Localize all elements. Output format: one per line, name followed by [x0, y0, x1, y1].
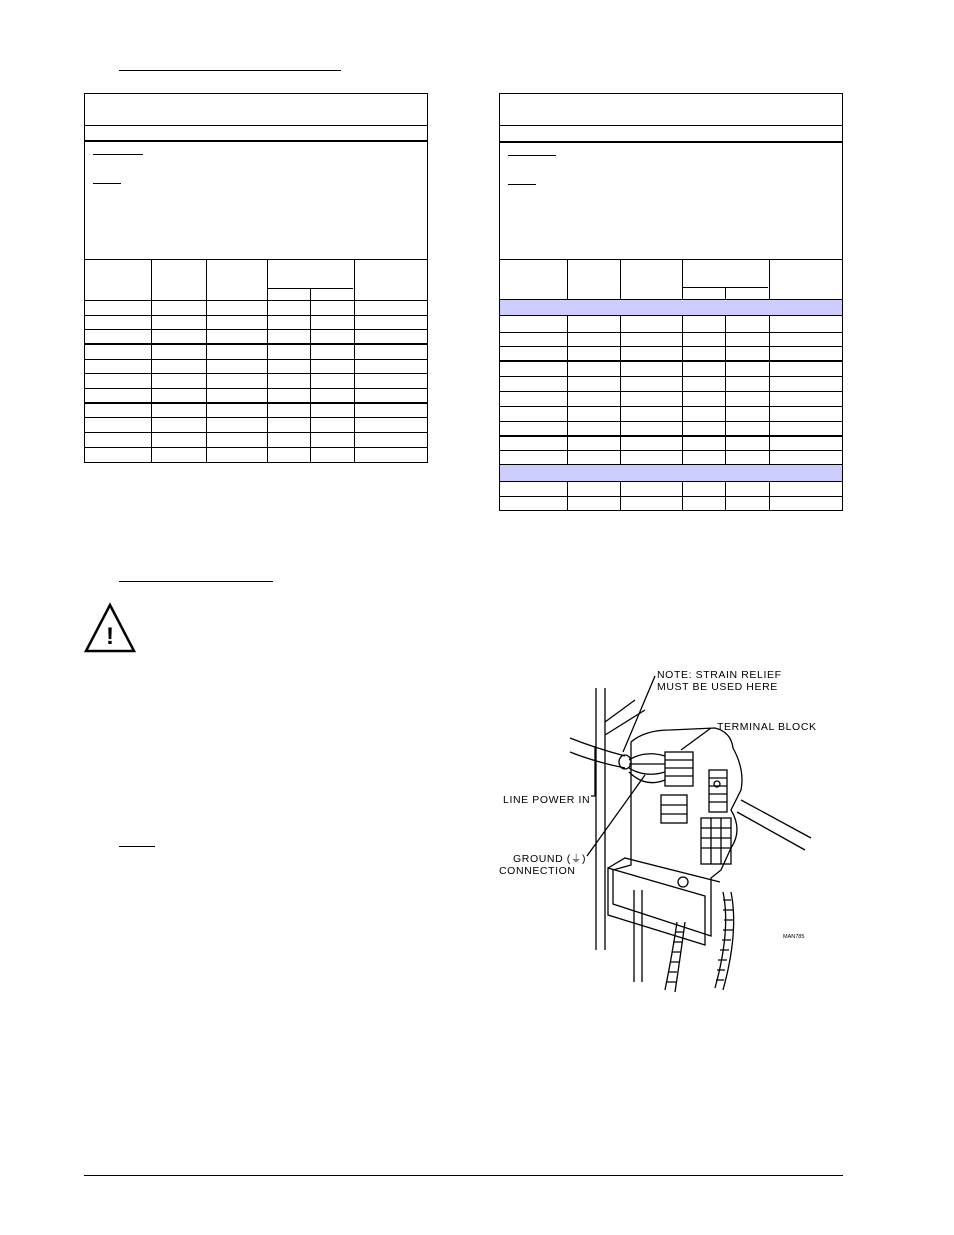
- right-spec-table: [499, 93, 843, 511]
- svg-text:!: !: [106, 623, 114, 650]
- warning-triangle-icon: [84, 602, 136, 654]
- left-table-underline-1: [93, 154, 143, 155]
- note-heading-underline: [119, 846, 155, 847]
- wiring-illustration: [495, 660, 840, 1000]
- right-table-underline-1: [508, 155, 556, 156]
- right-table-shaded-row-2: [500, 464, 842, 482]
- ground-label-line1: GROUND (⏚): [513, 853, 587, 865]
- line-power-label: LINE POWER IN: [503, 794, 591, 806]
- wiring-figure: [495, 660, 840, 1000]
- strain-relief-label-line2: MUST BE USED HERE: [657, 681, 778, 693]
- left-spec-table: [84, 93, 428, 463]
- section-heading-underline-2: [119, 581, 273, 582]
- section-heading-underline-1: [119, 70, 341, 71]
- right-table-underline-2: [508, 184, 536, 185]
- figure-id-label: MAN785: [783, 934, 805, 940]
- strain-relief-label-line1: NOTE: STRAIN RELIEF: [657, 669, 782, 681]
- left-table-underline-2: [93, 183, 121, 184]
- footer-rule: [84, 1175, 843, 1176]
- ground-label-line2: CONNECTION: [499, 865, 576, 877]
- right-table-shaded-row-1: [500, 299, 842, 316]
- terminal-block-label: TERMINAL BLOCK: [717, 721, 817, 733]
